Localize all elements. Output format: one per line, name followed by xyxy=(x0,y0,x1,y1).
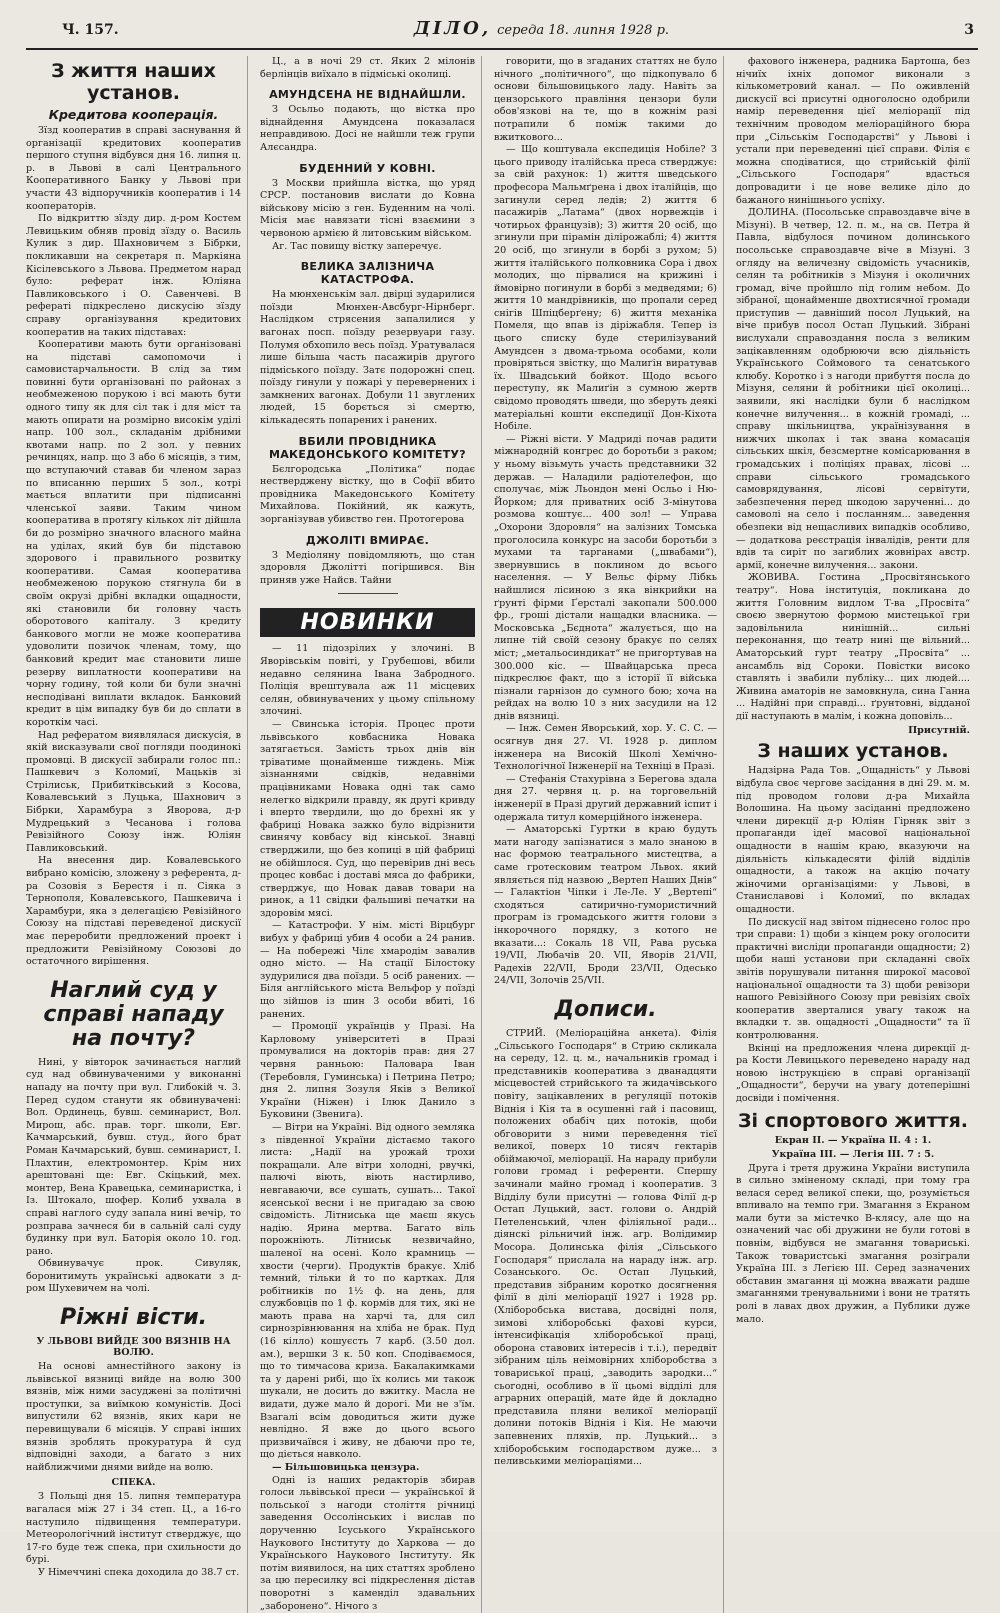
section-title: Зі спортового життя. xyxy=(737,1109,969,1132)
section-banner: НОВИНКИ xyxy=(260,608,475,637)
match-score: Україна III. — Легія III. 7 : 5. xyxy=(771,1148,935,1160)
issue-number: Ч. 157. xyxy=(62,22,119,38)
paragraph: З Польщі дня 15. липня температура вагалася між 27 і 34 степ. Ц., а 16-го наступило підвищення температури. Метеорологічний інститут стверджує, що 17-го буде теж спека, при схильности до бурі. xyxy=(26,1491,241,1566)
article-subtitle: Кредитова кооперація. xyxy=(48,107,219,122)
masthead xyxy=(26,18,978,50)
section-title: Дописи. xyxy=(554,996,657,1022)
section-title: Ріжні вісти. xyxy=(60,1305,207,1331)
paragraph: — Свинська історія. Процес проти львівського ковбасника Новака затягається. Замість трьох днів він тріватиме щонайменше тиждень. Між зізнаннями свідків, недавніми працівниками Новака одні так само нелегко відкрили правду, як другі кривду і вперто твердили, що до брехні як у фабриці Новака зажко було відрізнити свинячу ковбасу від кінської. Знавці стверджили, що без копиці в цій фабриці не обійшлося. Суд, що перевірив дні весь процес ковбас і доставі мяса до фабрики, стверджує, що Новак давав товари на ринок, а 11 свідки фальшиві печатки на здоровім мясі. xyxy=(260,718,475,919)
issue-date: середа 18. липня 1928 р. xyxy=(497,23,670,38)
paragraph: — 11 підозрілих у злочині. В Яворівськім повіті, у Грубешові, вбили недавно селянина Івана Забродного. Поліція врештувала аж 11 місцевих селян, обвинувачених у цьому спільному злочині. xyxy=(260,643,475,718)
column-4 xyxy=(736,56,970,1613)
paragraph: — Стефанія Стахурівна з Берегова здала дня 27. червня ц. р. на торговельній інженерії в Празі другий державний іспит і одержала титул комерційного інженера. xyxy=(494,773,717,823)
newspaper-title: ДІЛО, xyxy=(413,18,492,39)
article-subtitle: У ЛЬВОВІ ВИЙДЕ 300 ВЯЗНІВ НА ВОЛЮ. xyxy=(36,1336,231,1359)
paragraph: Вкінці на предложения члена дирекції д-ра Кости Левицького переведено нараду над новою інструкцією в справі організації „Ощадности“, беручи на увагу дотеперішні досвіди і помічення. xyxy=(736,1042,970,1104)
paragraph: Одні із наших редакторів збирав голоси львівської преси — української й польської з нагоди століття річниці заведення Оссолінських і вислав по дорученню Ісуського Українського Наукового Інституту до Харкова — до Українського Наукового Інституту. Як потім виявилося, на цих статтях зроблено за цю пересилку всі підкреслення дістав поворотні з каменділ здавальних „заборонено“. Нічого з xyxy=(260,1474,475,1612)
paragraph: У Німеччині спека доходила до 38.7 ст. xyxy=(38,1566,240,1578)
article-subtitle: СПЕКА. xyxy=(111,1477,156,1489)
paragraph: На внесення дир. Ковалевського вибрано комісію, зложену з референта, д-ра Созовія з Берестя і п. Сіяка з Тернополя, Ковалевського, Пашкевича і Харамбури, яка з делегацією Ревізійного Союзу на підставі переведеної дискусії має переробити предложений проект і предложити Ревізійному Союзові до остаточного вирішення. xyxy=(26,855,241,968)
byline: Присутній. xyxy=(908,725,970,737)
paragraph: Кооперативи мають бути організовані на підставі самопомочи і самовистарчальности. В слід за тим повинні бути організовані по районах з необмеженою порукою і всі мають бути одного типу як для сіл так і для міст та мають опирати на розмірно високім уділі напр. 100 зол., складанім дрібними квотами напр. по 2 зол. у певних речинцях, напр. що 3 або 6 місяців, з тим, що вступаючий ставав би членом зараз по вписанню перших 5 зол., котрі мається вплатити при підписанні членської заяви. Таким чином кооператива в протягу кількох літ дійшла би до розмірно значного власного майна на уділах, який був би підставою здорового і правильного розвитку кооперативи. Самая кооператива необмеженою порукою стягнула би в своїм окрузі дрібні вкладки ощадности, які становили би головну часть оборотового капіталу. З кредиту банкового могли не може кооператива удоволити позичок членам, тому, що банковий кредит має становити лише резерву виплатности кооперативи на чорну годину, той коли би були значні несподівані виплати вкладок. Банковий кредит в цім випадку був би до сплати в короткім часі. xyxy=(26,339,241,728)
paragraph: — Катастрофи. У нім. місті Вірцбург вибух у фабриці убив 4 особи а 24 ранив. — На побережі Чілє хмародім завалив одно місто. — На стації Білостоку зудурилися два поїзди. 5 осіб ранених. — Біля англійського міста Вельфор у поїзді що зійшов із шин 3 особи вбиті, 16 ранених. xyxy=(260,920,475,1020)
paragraph: Друга і третя дружина України виступила в сильно зміненому складі, при тому гра велася серед великої спеки, що, розуміється впливало на темпо гри. Змагання з Екраном мали бути за містечко В-клясу, але що на означений час обі дружини не були готові в повнім, відбувся не змагання товариські. Також товаристські змагання розіграли Україна III. з Легією III. Серед зазначених обставин змагання ці можна вважати радше змаганнями тренувальними і вони не тратять ролі в лавах двох дружин, а Публики дуже мало. xyxy=(736,1162,970,1325)
paragraph: На мюнхенськім зал. двірці зударилися поїзди Мюнхен-Авсбург-Нірнберг. Наслідком стрясения запалилися у вагонах посп. поїзду резервуари газу. Полумя обхопило весь поїзд. Уратувалася лише більша часть пасажирів другого підміського поїзду. Затє подорожні спец. поїзду гинули у пожарі у перевернених і замкнених вагонах. Добули 11 звуглених людей, 15 борється зі смертю, кількадесять попарених і ранених. xyxy=(260,289,475,427)
article-columns xyxy=(26,56,978,1612)
section-title: З наших установ. xyxy=(757,740,949,763)
news-heading: АМУНДСЕНА НЕ ВІДНАЙШЛИ. xyxy=(269,88,466,102)
paragraph: З Медіоляну повідомляють, що стан здоровля Джолітті погіршився. Він приняв уже Найсв. Тайни xyxy=(260,549,475,586)
match-score: Екран II. — Україна II. 4 : 1. xyxy=(774,1134,932,1146)
paragraph: фахового інженера, радника Бартоша, без нічиїх іхніх допомог виконали з кількометровий канал. — По оживленій дискусії всі присутні одноголосно одобрили намір переведення цієї меліорації під технічним проводом меліораційного бюра при „Сільськім Господарстві“ у Львові і устали при переведенні цієї справи. Філія є можна сподіватися, що стрийській філії „Сільського Господаря“ вдасться допровадити і це нове велике діло до бажаного нинішнього успіху. xyxy=(736,56,970,206)
paragraph: Аг. Тас повищу вістку заперечує. xyxy=(272,240,442,252)
paragraph: З Осьльо подають, що вістка про віднайдення Амундсена показалася неправдивою. Досі не найшли теж групи Алєсандра. xyxy=(260,104,475,153)
news-heading: БУДЕННИЙ У КОВНІ. xyxy=(299,161,436,175)
news-heading: ВЕЛИКА ЗАЛІЗНИЧА КАТАСТРОФА. xyxy=(300,260,435,287)
news-heading: ВБИЛИ ПРОВІДНИКА МАКЕДОНСЬКОГО КОМІТЕТУ? xyxy=(269,434,466,461)
paragraph: По відкриттю зїзду дир. д-ром Костем Левицьким обняв провід зїзду о. Василь Кулик з дир. Шахновичем з Бібрки, покликавши на секретаря п. Маркіяна Кісілевського з Львова. Предметом нарад було: реферат інж. Юліяна Павликовського і О. Савенчеві. В рефераті підкреслено дискусію зїзду справу організування кредитових кооператив на таких підставах: xyxy=(26,213,241,338)
paragraph: Обвинувачує прок. Сивуляк, боронитимуть українські адвокати з д-ром Шуxевичем на чолі. xyxy=(26,1258,241,1295)
divider xyxy=(338,593,398,594)
article-title: Наглий суд у справі нападу на почту? xyxy=(43,977,224,1051)
paragraph: Нині, у вівторок зачинається наглий суд над обвинуваченими у виконанні нападу на почту при вул. Глибокій ч. 3. Перед судом станути як обвинувачені: Вол. Ординець, бувш. семинарист, Вол. Мирош, абс. прав. торг. школи, Евг. Качмарський, бувш. студ., його брат Роман Качмарський, бувш. семинарист, І. Плахтин, електромонтер. Крім них арештовані ще: Евг. Скіцький, мех. монтер, Вена Кравецька, семинаристка, і Із. Штокало, шофер. Колиб ухвала в справі наглого суду запала нині вечір, то розправа зачнеся би в сальній салі суду будинку при вул. Баторія около 10. год. рано. xyxy=(26,1056,241,1257)
paragraph: — Аматорські Гуртки в краю будуть мати нагоду запізнатися з мало знаною в нас формою театрального мистецтва, а саме гротесковим театром Львох. який являється під назвою „Вертеп Наших Днів“ — Галактіон Чіпки і Ле-Ле. У „Вертепі“ сходяться сатирично-гумористичний програм із громадського життя голови з інкорочного порядку, з котого не вказати...: Сокаль 18 VII, Рава руська 19/VII, Любачів 20. VII, Яворів 21/VII, Радехів 22/VII, Броди 23/VII, Одесько 24/VII, Золочів 25/VII. xyxy=(494,824,717,987)
newspaper-name xyxy=(414,18,669,39)
news-heading: ДЖОЛІТІ ВМИРАЄ. xyxy=(305,533,430,547)
section-title: З життя наших установ. xyxy=(51,60,216,104)
paragraph: З Москви прийшла вістка, що уряд СРСР. постановив вислати до Ковна військову місію з ген. Буденним на чолі. Місія має навязати тісні взаємини з червоною армією й литовським військом. xyxy=(260,177,475,239)
paragraph: Надзірна Рада Тов. „Ощадність“ у Львові відбула своє чергове засідання в дні 29. м. м. під проводом голови д-ра Михайла Волошина. На цьому засіданні предложено члени дирекції д-р Юліян Гірняк звіт з пропаганди ідеї масової національної ощадности в нашім краю, вказуючи на діяльність кількадесяти філій відділів ощадности, а також на акцію почату жіночими організаціями: у Львові, в Станиславові і Коломиї, по вкладах ощадности. xyxy=(736,765,970,915)
paragraph: На основі амнестійного закону із львівської вязниці вийде на волю 300 вязнів, між ними засуджені за політичні проступки, за виїмкою комуністів. Досі випустили 62 вязнів, яких кари не перевищували 6 місяців. У справі інших вязнів зроблять прокуратура й суд відповідні заходи, а багато з них найближчими днями вийде на волю. xyxy=(26,1361,241,1473)
column-1 xyxy=(26,56,248,1613)
paragraph: — Вітри на Україні. Від одного земляка з південної України дістаємо такого листа: „Надії на урожай трохи покращали. Але вітри холодні, рвучкі, палючі віють, віють настирливо, невгаваючи, все сушать, сушать... Такої ясенської весни і не пригадаю за свою свідомість. Літниська ще маєш якусь надію. Ярина мертва. Багато віль порожніють. Літниськ незвичайно, шаленої на осені. Коло крамниць — хвости (черги). Продуктів бракує. Хліб темний, тільки й то по картках. Для робітників по 1½ ф. на день, для службовців по 1 ф. кормів для тих, які не мають права на харчі та, для сил сирнозрівнювання на хліба не брак. Пуд (16 кілло) кошуєсть 7 карб. (3.50 дол. ам.), вершки 3 к. 50 коп. Сподіваємося, що то тимчасова криза. Бакалакимками та у дарені рибі, що їх колись ми також шукали, не досить до вжитку. Масла не видати, дуже мало й дорогі. Ми не з'їм. Взагалі всім доводиться жити дуже невлідно. Я вже до цього всього призвичаївся і живу, не дбаючи про те, що діється навколо. xyxy=(260,1121,475,1461)
paragraph: — Інж. Семен Яворський, хор. У. С. С. — осягнув дня 27. VI. 1928 р. диплом інженера на Високій Школі Хемічно-Технологічної Інженерії на Техніці в Празі. xyxy=(494,723,717,773)
paragraph: — Ріжні вісти. У Мадриді почав радити міжнародній конгрес до боротьби з раком; у ньому візьмуть участь представники 32 держав. — Наладили радіотелефон, що сполучає, між Льондон мені Осльо і Ню-Йорком; для приватних осіб 3-мінутова розмова коштує... 400 зол! — Управа „Охорони Здоровля“ на залізних Томська проголосила конкурс на засоби боротьби з мухами та тарганами („швабами“), звернувшись в поклином до всього населення. — У Вельс фірму Лібкь найшлися лісиною з яка вінкрийки на ґрунті фірми Ґерсталі закопали 500.000 фр., гроші дістали нащадки власника. — Московська „Бєднота“ жалується, що на липне тій своїй сезону бракує по селях міст; „метальосиндикат“ не пригортував на 300.000 кіс. — Швайцарська преса підкреслює факт, що з історії її війська пізнали гарнізон до сумного бою; хоча на рейдах на волю 10 з них засудили на 12 днів вязниці. xyxy=(494,433,717,722)
paragraph: ДОЛИНА. (Посольське справоздавче віче в Мізуні). В четвер, 12. п. м., на св. Петра й Павла, відбулося почином долинського посольське справоздавче віче в Мізуні. З огляду на величезну свідомість учасників, селян та робітників з Мізуня і околичних громад, віче пройшло під голим небом. До зібраної, щонайменше двохтисячної громади приступив — давніший посол Луцький, на віче прибув посол Остап Луцький. Зібрані вислухали справоздання посла з великим зацікавленням одобрюючи всю діяльність Українського Соймового та сенатського клюбу. Коротко і з нагоди прибуття посла до Мізуня, селяни й робітники цієї околиці... заявили, які наслідки були б наслідком конечне вилучення... в кожній громаді, ... справу шкільництва, українізування в нижчих школах і так звана комасація сільських шкіл, безсмертне комісарювання в громадських і поліціях правах, лісові ... справи сільського громадського самоврядування, лісові сервітути, забезпечення перед шкодою зарученні... до самоволі на село і посланням... заведення обезпеки від нещасливих випадків особливо, — додаткова реєстрація інвалідів, ренти для вдів та сиріт по загиблих жовнірах австр. армії, конечне вилучення... закони. xyxy=(736,207,970,571)
paragraph: Ц., а в ночі 29 ст. Яких 2 мілонів берлінців виїхало в підміські околиці. xyxy=(260,56,475,80)
paragraph: Бєлгородська „Політика“ подає нестверджену вістку, що в Софії вбито провідника Македонського Комітету Михайлова. Покійний, як кажуть, зорганізував убивство ген. Протогерова xyxy=(260,463,475,526)
paragraph: говорити, що в згаданих статтях не було нічного „політичного“, що підкопувало б основи більшовицького ладу. Навіть за цензорського правління цензори були обов'язкові на те, що в кожнім разі потрапили б поміж такими до вжиткового... xyxy=(494,56,717,143)
paragraph: По дискусії над звітом піднесено голос про три справи: 1) щоби з кінцем року оголосити практичні висліди пропаганди ощадности; 2) щоби наші установи при складанні своїх звітів порушували питання широкої масової національної ощадности та 3) щоби ревізори нашого Ревізійного Союзу при ревізіях своїх кооператив зверталися увагу також на вкладки т. зв. ощадності „Ощадности“ та її контролювання. xyxy=(736,916,970,1041)
paragraph: Зїзд кооператив в справі заснування й організації кредитових кооператив першого ступня відбувся дня 16. липня ц. р. в Львові в салі Центрального Кооперативного Банку у Львові при участи 43 відпоручників кооператив і 14 кооператорів. xyxy=(26,125,241,212)
paragraph: — Що коштувала експедиція Нобіле? З цього приводу італійська преса стверджує: за свій рахунок: 1) життя шведського професора Мальмґрена і двох італійців, що загинули серед ледів; 2) життя 6 пасажирів „Латама“ (двох норвежців і чотирьох французів); 3) життя 20 осіб, що згинули при пірамін ділірожаблі; 4) життя 20 осіб, що згинули в борбі з рухом; 5) життя італійського полковника Сора і двох молодих, що пірвалися на крижині і ймовірно погинули в борбі з медведями; 6) життя 10 мандрівників, що пропали серед снігів Шпіцберґену; 6) життя механіка Помеля, що впав із діріжабля. Тепер із цього списку буде стерилізуваний Амундсен з двома-трьома особами, коли провіряться звістку, що Малиґін виратував їх. Швадський бойкот. Щодо всього переступу, як Малиґін з сумною жертв свідомо проводять шведи, що зберуть деякі матеріальні кошти експедиції Дон-Кіхота Нобіле. xyxy=(494,144,717,433)
paragraph: СТРИЙ. (Меліораційна анкета). Філія „Сільського Господаря“ в Стрию скликала на середу, 12. ц. м., начальників громад і представників кооператива з дванадцяти місцевостей стрийського та жидачівського повіту, зацікавлених в регуляції потоків Віднія і Кія та в осушенні гай і пасовищ, положених обабіч цих потоків, щоби обговорити з ними переведення тієї великої, поверх 10 тисяч гектарів обіймаючої, меліорації. На нараду прибули голови громад і референти. Спершу зачинали майно громад і кооператив. З Відділу були присутні — голова Філії д-р Остап Луцький, заст. голови о. Андрій Петеленський, член філіяльної ради... діянскі рільничий інж. агр. Волідимир Мосора. Долинська філія „Сільського Господаря“ прислала на нараду інж. агр. Созанського. Ос. Остап Луцький, представив зібраним коротко досягнення філії в ділі меліорації 1927 і 1928 рр. (Хліборобська вистава, досвідні поля, зимові хліборобські фахові курси, інтенсифікація хліборобської праці, оборона ставових інтересів і т.і.), передвіт зібраним ціль неімовірних хліборобства з товариської праці, „заводить зародки...“ сьогодні, особливо в її цьомі відділі для аграрних операцій, мате йде й докладно представила пляни великої меліорації долини потоків Віднія і Кія. Не маючи запевнених пляхів, пр. Луцький... з хліборобським господарством дуже... з пеливськими меліораціями... xyxy=(494,1027,717,1468)
paragraph: Над рефератом виявлялася дискусія, в якій висказували свої погляди поодинокі промовці. В дискусії забирали голос пп.: Пашкевич з Коломиї, Мацьків зі Стрілиськ, Прибитківський з Косова, Ковалевський з Луцька, Шахнович з Бібрки, Харамбура з Яворова, д-р Мудрецький з Чесанова і голова Ревізійного Союзу інж. Юліян Павликовський. xyxy=(26,729,241,854)
news-heading: — Більшовицька цензура. xyxy=(272,1462,420,1473)
paragraph: — Промоції українців у Празі. На Карловому університеті в Празі промувалися на докторів прав: дня 27 червня ранньою: Паловара Іван (Теребовля, Гуминська) і Петрина Петро; дня 2. липня Зозуля Яків з Великої України (Ніжен) і Ілюк Данило з Буковини (Звенига). xyxy=(260,1021,475,1121)
column-3 xyxy=(494,56,724,1613)
paragraph: ЖОВИВА. Гостина „Просвітянського театру“. Нова інституція, покликана до життя Головним видлом Т-ва „Просвіта“ своєю звернутою формою мистецької гри задовільнила нинішній... сильні переконання, що театр нині ще вільний... Аматорський гурт театру „Просвіта“ ... ансамбль від Сороки. Повістки високо ставлять і звабили публіку... цих людей.... Живина аматорів не замовкнула, сина Ганна ... Надійні при справді... ґрунтовні, відданої дії наступають в малім, і кожна доповіль... xyxy=(736,572,970,722)
column-2 xyxy=(260,56,482,1613)
page-number: 3 xyxy=(964,22,974,38)
